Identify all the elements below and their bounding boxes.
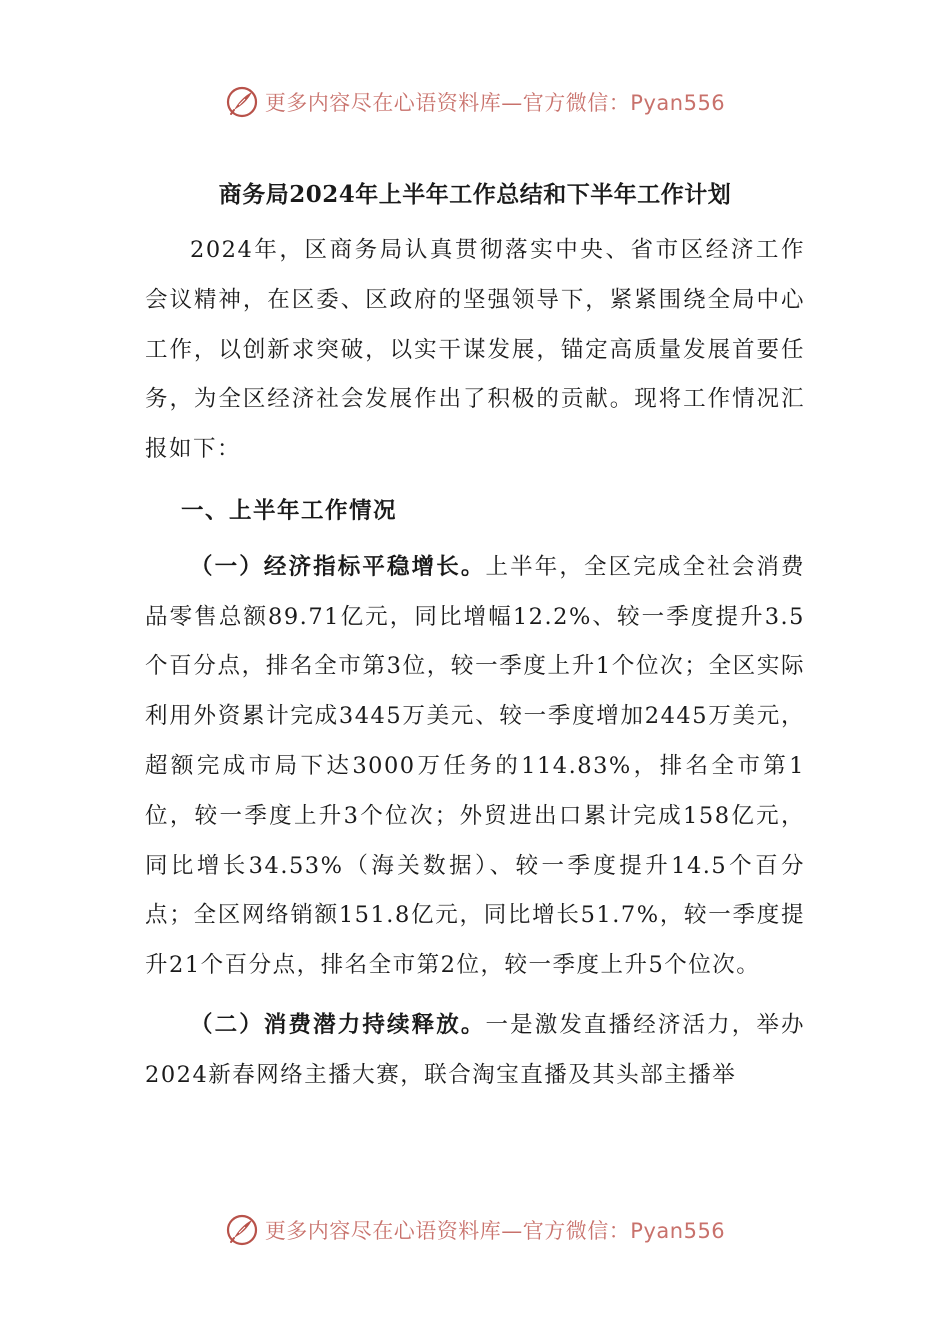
- paragraph-body: 一是激发直播经济活力，举办2024新春网络主播大赛，联合淘宝直播及其头部主播举: [145, 1011, 805, 1088]
- paragraph-consumption: [145, 1001, 805, 1101]
- paragraph-lead: （一）经济指标平稳增长。: [190, 553, 486, 580]
- watermark-banner-top: [0, 80, 950, 124]
- watermark-banner-bottom: [0, 1208, 950, 1252]
- feather-pen-logo-icon: [225, 85, 259, 119]
- watermark-text: 更多内容尽在心语资料库—官方微信：Pyan556: [264, 1219, 726, 1243]
- document-title: 商务局2024年上半年工作总结和下半年工作计划: [218, 181, 732, 208]
- document-body: [145, 170, 805, 1101]
- paragraph-lead: （二）消费潜力持续释放。: [190, 1011, 486, 1038]
- feather-pen-logo-icon: [225, 1213, 259, 1247]
- section-heading: 一、上半年工作情况: [181, 497, 398, 524]
- paragraph-body: 上半年，全区完成全社会消费品零售总额89.71亿元，同比增幅12.2%、较一季度提升3.5个百分点，排名全市第3位，较一季度上升1个位次；全区实际利用外资累计完成3445万美元、较一季度增加2445万美元，超额完成市局下达3000万任务的114.83%，排名全市第1位，较一季度上升3个位次；外贸进出口累计完成158亿元，同比增长34.53%（海关数据）、较一季度提升14.5个百分点；全区网络销额151.8亿元，同比增长51.7%，较一季度提升21个百分点，排名全市第2位，较一季度上升5个位次。: [145, 553, 805, 979]
- watermark-text: 更多内容尽在心语资料库—官方微信：Pyan556: [264, 91, 726, 115]
- paragraph-economic-indicators: [145, 543, 805, 991]
- intro-paragraph: 2024年，区商务局认真贯彻落实中央、省市区经济工作会议精神，在区委、区政府的坚强领导下，紧紧围绕全局中心工作，以创新求突破，以实干谋发展，锚定高质量发展首要任务，为全区经济社会发展作出了积极的贡献。现将工作情况汇报如下：: [145, 237, 805, 463]
